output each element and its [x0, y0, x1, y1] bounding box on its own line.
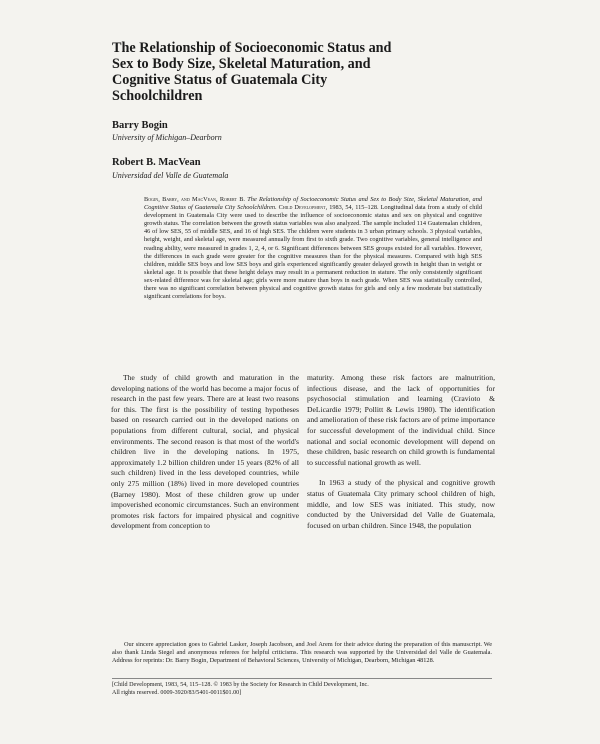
body-column-right: [307, 373, 495, 531]
abstract-journal: Child Development,: [278, 204, 328, 212]
author-affiliation: Universidad del Valle de Guatemala: [112, 171, 229, 180]
acknowledgement-footnote: Our sincere appreciation goes to Gabriel Lasker, Joseph Jacobson, and Joel Arem for their advice during the preparation of this manuscript. We also thank Linda Siegel and anonymous referees for helpful criticisms. This research was supported by the Universidad del Valle de Guatemala. Address for reprints: Dr. Barry Bogin, Department of Behavioral Sciences, University of Michigan, Dearborn, Michigan 48128.: [112, 641, 492, 664]
abstract-lead: Bogin, Barry, and MacVean, Robert B.: [144, 196, 245, 203]
journal-citation: [112, 681, 492, 697]
citation-line: All rights reserved. 0009-3920/83/5401-0011$01.00]: [112, 690, 242, 696]
citation-line: [Child Development, 1983, 54, 115–128. © 1983 by the Society for Research in Child Development, Inc.: [112, 682, 369, 688]
footnote-divider: [112, 678, 492, 679]
author-affiliation: University of Michigan–Dearborn: [112, 133, 222, 142]
abstract-citation: 1983, 54, 115–128.: [329, 204, 379, 212]
title-line: The Relationship of Socioeconomic Status and: [112, 40, 392, 56]
body-paragraph: maturity. Among these risk factors are malnutrition, infectious disease, and the lack of opportunities for psychosocial stimulation and learning (Cravioto & DeLicardie 1979; Pollitt & Lewis 1980). The identification and amelioration of these risk factors are of prime importance for successful development of the individual child. Since national and social economic development will depend on these children, basic research on child growth is fundamental to successful national growth as well.: [307, 373, 495, 467]
body-column-left: The study of child growth and maturation in the developing nations of the world has become a major focus of research in the past few years. There are at least two reasons for this. The first is the possibility of testing hypotheses based on research carried out in the developed nations on populations from different cultural, social, and physical environments. The second reason is that most of the world's children live in the developing nations. In 1975, approximately 1.2 billion children under 15 years (82% of all such children) lived in the less developed countries, while only 275 million (18%) lived in more developed countries (Barney 1980). Most of these children grow up under impoverished economic circumstances. Such an environment promotes risk factors for impaired physical and cognitive development from conception to: [111, 373, 299, 531]
article-title: [112, 40, 412, 104]
abstract-body: Longitudinal data from a study of child development in Guatemala City were used to describe the influence of socioeconomic status and sex on physical and cognitive growth status. The correlation between the growth status variables was also analyzed. The sample included 114 Guatemalan children, 46 of low SES, 55 of middle SES, and 16 of high SES. The children were students in 3 urban primary schools. 3 physical variables, height, weight, and skeletal age, were measured annually from first to sixth grade. Two cognitive variables, general intelligence and reading ability, were measured in grades 1, 2, 4, or 6. Significant differences between SES groups existed for all variables. However, the differences in each grade were greater for the cognitive measures than for the physical measures. Compared with high SES children, middle SES boys and low SES boys and girls experienced significantly greater delayed growth in height than in weight or skeletal age. It is possible that these height delays may result in a permanent reduction in stature. The only consistently significant sex-related difference was for skeletal age; girls were more mature than boys in each grade. When SES was statistically controlled, there was no significant correlation between physical and cognitive growth status for girls and only a few moderate but statistically significant correlations for boys.: [144, 204, 483, 301]
body-paragraph: In 1963 a study of the physical and cognitive growth status of Guatemala City primary school children of high, middle, and low SES was initiated. This study, now conducted by the Universidad del Valle de Guatemala, focused on urban children. Since 1948, the population: [307, 478, 495, 530]
abstract: [144, 196, 482, 301]
title-line: Cognitive Status of Guatemala City: [112, 72, 328, 88]
title-line: Sex to Body Size, Skeletal Maturation, and: [112, 56, 371, 72]
author-name: Robert B. MacVean: [112, 157, 201, 168]
title-line: Schoolchildren: [112, 88, 203, 104]
author-name: Barry Bogin: [112, 120, 168, 131]
abstract-article-title: The Relationship of Socioeconomic Status and Sex to Body Size, Skeletal Maturation, and Cognitive Status of Guatemala City Schoolchildren.: [144, 196, 483, 212]
